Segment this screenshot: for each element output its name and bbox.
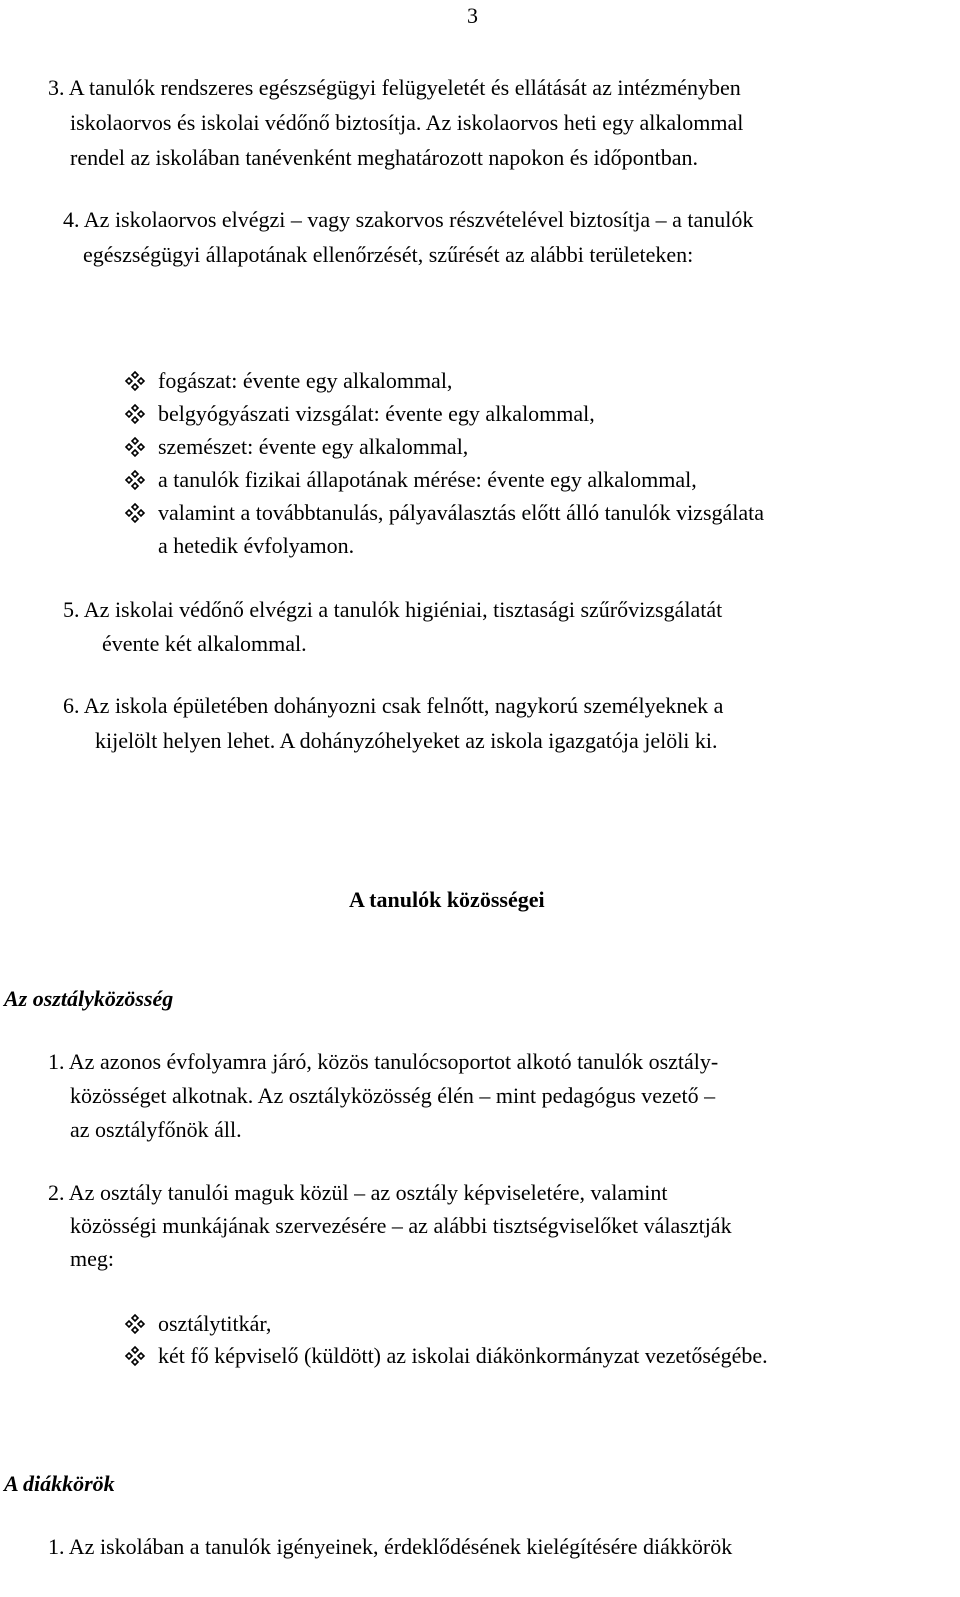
four-diamond-bullet-icon	[124, 370, 146, 392]
four-diamond-bullet-icon	[124, 436, 146, 458]
item6-line2: kijelölt helyen lehet. A dohányzóhelyeket az iskola igazgatója jelöli ki.	[95, 728, 718, 753]
list-item: két fő képviselő (küldött) az iskolai diákönkormányzat vezetőségébe.	[158, 1343, 768, 1368]
four-diamond-bullet-icon	[124, 403, 146, 425]
list-item: a tanulók fizikai állapotának mérése: évente egy alkalommal,	[158, 467, 697, 492]
list-item: osztálytitkár,	[158, 1311, 272, 1336]
section-title: A tanulók közösségei	[349, 887, 545, 912]
four-diamond-bullet-icon	[124, 1313, 146, 1335]
subsection-title-class-community: Az osztályközösség	[4, 986, 174, 1011]
item5-line2: évente két alkalommal.	[102, 631, 307, 656]
list-item: fogászat: évente egy alkalommal,	[158, 368, 453, 393]
class-item1-line1: 1. Az azonos évfolyamra járó, közös tanulócsoportot alkotó tanulók osztály-	[48, 1049, 719, 1074]
class-item1-line3: az osztályfőnök áll.	[70, 1117, 242, 1142]
page-number: 3	[467, 3, 478, 28]
class-item2-line1: 2. Az osztály tanulói maguk közül – az osztály képviseletére, valamint	[48, 1180, 668, 1205]
class-item1-line2: közösséget alkotnak. Az osztályközösség élén – mint pedagógus vezető –	[70, 1083, 716, 1108]
item3-line1: 3. A tanulók rendszeres egészségügyi felügyeletét és ellátását az intézményben	[48, 75, 741, 100]
subsection-title-student-circles: A diákkörök	[4, 1471, 115, 1496]
item3-line2: iskolaorvos és iskolai védőnő biztosítja. Az iskolaorvos heti egy alkalommal	[70, 110, 744, 135]
circle-item1-line1: 1. Az iskolában a tanulók igényeinek, érdeklődésének kielégítésére diákkörök	[48, 1534, 733, 1559]
four-diamond-bullet-icon	[124, 502, 146, 524]
item4-line1: 4. Az iskolaorvos elvégzi – vagy szakorvos részvételével biztosítja – a tanulók	[63, 207, 754, 232]
list-item: szemészet: évente egy alkalommal,	[158, 434, 469, 459]
item5-line1: 5. Az iskolai védőnő elvégzi a tanulók higiéniai, tisztasági szűrővizsgálatát	[63, 597, 723, 622]
item4-line2: egészségügyi állapotának ellenőrzését, szűrését az alábbi területeken:	[83, 242, 694, 267]
four-diamond-bullet-icon	[124, 469, 146, 491]
list-item-continuation: a hetedik évfolyamon.	[158, 533, 355, 558]
list-item: valamint a továbbtanulás, pályaválasztás előtt álló tanulók vizsgálata	[158, 500, 765, 525]
class-item2-line2: közösségi munkájának szervezésére – az alábbi tisztségviselőket választják	[70, 1213, 732, 1238]
item3-line3: rendel az iskolában tanévenként meghatározott napokon és időpontban.	[70, 145, 699, 170]
list-item: belgyógyászati vizsgálat: évente egy alkalommal,	[158, 401, 595, 426]
item6-line1: 6. Az iskola épületében dohányozni csak felnőtt, nagykorú személyeknek a	[63, 693, 724, 718]
four-diamond-bullet-icon	[124, 1345, 146, 1367]
class-item2-line3: meg:	[70, 1246, 114, 1271]
